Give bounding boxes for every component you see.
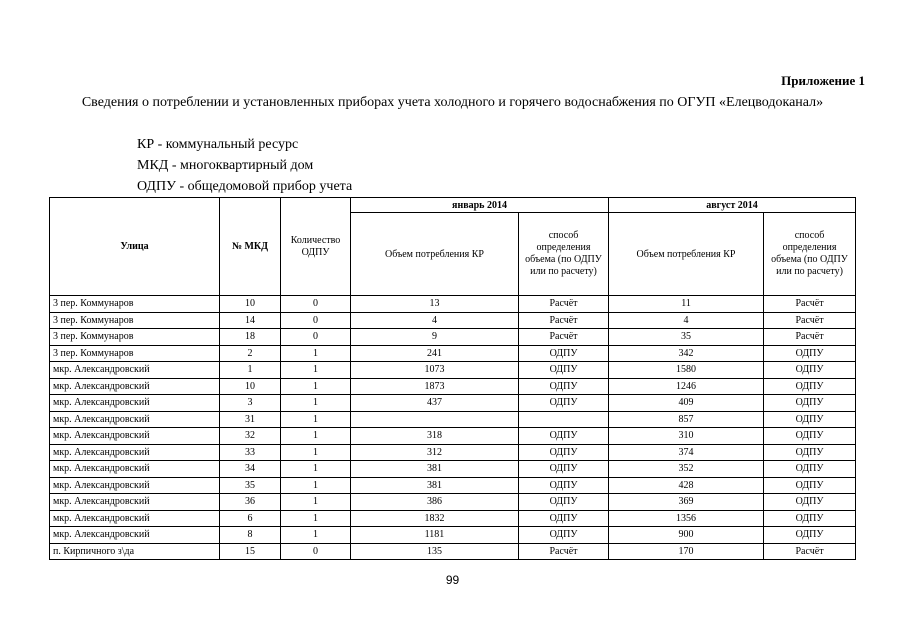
cell-volume-august: 310 [609, 428, 764, 445]
cell-street: 3 пер. Коммунаров [50, 345, 220, 362]
cell-method-august: ОДПУ [764, 444, 856, 461]
cell-method-january: Расчёт [519, 543, 609, 560]
table-row [50, 477, 856, 494]
cell-method-august: ОДПУ [764, 395, 856, 412]
cell-mkd: 36 [220, 494, 281, 511]
cell-street: мкр. Александровский [50, 395, 220, 412]
cell-volume-january: 312 [351, 444, 519, 461]
cell-method-january: ОДПУ [519, 461, 609, 478]
cell-method-january: Расчёт [519, 329, 609, 346]
cell-volume-august: 1356 [609, 510, 764, 527]
cell-street: мкр. Александровский [50, 362, 220, 379]
appendix-label: Приложение 1 [781, 73, 865, 88]
cell-mkd: 2 [220, 345, 281, 362]
cell-volume-january: 1073 [351, 362, 519, 379]
cell-odpu-count: 1 [281, 477, 351, 494]
cell-odpu-count: 0 [281, 296, 351, 313]
header-period-august: август 2014 [609, 198, 856, 213]
header-volume-p1: Объем потребления КР [351, 213, 519, 296]
cell-method-august: ОДПУ [764, 428, 856, 445]
cell-method-january: ОДПУ [519, 444, 609, 461]
cell-volume-august: 409 [609, 395, 764, 412]
cell-method-august: ОДПУ [764, 494, 856, 511]
cell-volume-january: 437 [351, 395, 519, 412]
abbreviation-legend [137, 134, 352, 197]
table-row [50, 543, 856, 560]
header-method-p2: способ определения объема (по ОДПУ или по расчету) [764, 213, 856, 296]
table-row [50, 510, 856, 527]
cell-method-january: ОДПУ [519, 362, 609, 379]
cell-street: мкр. Александровский [50, 527, 220, 544]
cell-volume-january: 1181 [351, 527, 519, 544]
consumption-table [49, 197, 856, 560]
cell-mkd: 31 [220, 411, 281, 428]
cell-mkd: 32 [220, 428, 281, 445]
cell-volume-january: 13 [351, 296, 519, 313]
cell-street: 3 пер. Коммунаров [50, 312, 220, 329]
table-row [50, 494, 856, 511]
cell-volume-january: 381 [351, 461, 519, 478]
document-subtitle: Сведения о потреблении и установленных приборах учета холодного и горячего водоснабжения по ОГУП «Елецводоканал» [81, 95, 824, 110]
cell-mkd: 33 [220, 444, 281, 461]
cell-method-january: ОДПУ [519, 428, 609, 445]
cell-mkd: 3 [220, 395, 281, 412]
cell-mkd: 10 [220, 296, 281, 313]
cell-volume-january: 135 [351, 543, 519, 560]
cell-volume-january: 318 [351, 428, 519, 445]
cell-odpu-count: 0 [281, 329, 351, 346]
cell-street: мкр. Александровский [50, 494, 220, 511]
cell-method-january: Расчёт [519, 296, 609, 313]
cell-odpu-count: 1 [281, 345, 351, 362]
cell-method-august: Расчёт [764, 329, 856, 346]
cell-odpu-count: 1 [281, 362, 351, 379]
cell-street: мкр. Александровский [50, 477, 220, 494]
cell-mkd: 8 [220, 527, 281, 544]
cell-volume-august: 857 [609, 411, 764, 428]
header-odpu-count: Количество ОДПУ [281, 198, 351, 296]
cell-method-august: Расчёт [764, 543, 856, 560]
cell-street: 3 пер. Коммунаров [50, 296, 220, 313]
table-row [50, 362, 856, 379]
cell-volume-august: 900 [609, 527, 764, 544]
cell-volume-january: 381 [351, 477, 519, 494]
cell-mkd: 14 [220, 312, 281, 329]
page-number: 99 [445, 573, 460, 587]
cell-volume-august: 1580 [609, 362, 764, 379]
cell-volume-january: 4 [351, 312, 519, 329]
cell-method-january: ОДПУ [519, 345, 609, 362]
cell-mkd: 34 [220, 461, 281, 478]
cell-method-august: ОДПУ [764, 411, 856, 428]
cell-volume-august: 428 [609, 477, 764, 494]
cell-method-january: ОДПУ [519, 510, 609, 527]
cell-odpu-count: 1 [281, 428, 351, 445]
cell-odpu-count: 1 [281, 395, 351, 412]
cell-volume-august: 342 [609, 345, 764, 362]
cell-volume-january [351, 411, 519, 428]
cell-volume-august: 170 [609, 543, 764, 560]
cell-volume-august: 4 [609, 312, 764, 329]
header-mkd: № МКД [220, 198, 281, 296]
cell-street: мкр. Александровский [50, 510, 220, 527]
cell-volume-august: 352 [609, 461, 764, 478]
cell-odpu-count: 1 [281, 378, 351, 395]
cell-mkd: 35 [220, 477, 281, 494]
legend-item-mkd: МКД - многоквартирный дом [137, 158, 314, 173]
legend-item-kr: КР - коммунальный ресурс [137, 137, 299, 152]
cell-mkd: 10 [220, 378, 281, 395]
cell-method-august: ОДПУ [764, 345, 856, 362]
cell-method-august: Расчёт [764, 312, 856, 329]
cell-mkd: 15 [220, 543, 281, 560]
cell-method-january: ОДПУ [519, 395, 609, 412]
cell-volume-january: 1832 [351, 510, 519, 527]
cell-method-august: Расчёт [764, 296, 856, 313]
header-period-january: январь 2014 [351, 198, 609, 213]
cell-volume-january: 386 [351, 494, 519, 511]
cell-volume-january: 1873 [351, 378, 519, 395]
cell-method-august: ОДПУ [764, 378, 856, 395]
cell-mkd: 6 [220, 510, 281, 527]
cell-volume-august: 35 [609, 329, 764, 346]
table-row [50, 329, 856, 346]
cell-method-august: ОДПУ [764, 477, 856, 494]
cell-method-january: Расчёт [519, 312, 609, 329]
cell-volume-january: 241 [351, 345, 519, 362]
cell-volume-january: 9 [351, 329, 519, 346]
cell-method-august: ОДПУ [764, 527, 856, 544]
header-method-p1: способ определения объема (по ОДПУ или по расчету) [519, 213, 609, 296]
legend-item-odpu: ОДПУ - общедомовой прибор учета [137, 179, 353, 194]
table-row [50, 444, 856, 461]
cell-method-august: ОДПУ [764, 461, 856, 478]
cell-odpu-count: 1 [281, 494, 351, 511]
cell-method-august: ОДПУ [764, 362, 856, 379]
cell-street: мкр. Александровский [50, 444, 220, 461]
cell-volume-august: 1246 [609, 378, 764, 395]
table-row [50, 527, 856, 544]
cell-method-january: ОДПУ [519, 494, 609, 511]
table-row [50, 378, 856, 395]
header-street: Улица [50, 198, 220, 296]
table-row [50, 312, 856, 329]
cell-odpu-count: 0 [281, 543, 351, 560]
cell-volume-august: 374 [609, 444, 764, 461]
cell-method-january: ОДПУ [519, 378, 609, 395]
cell-method-january: ОДПУ [519, 527, 609, 544]
cell-mkd: 1 [220, 362, 281, 379]
cell-street: п. Кирпичного з\да [50, 543, 220, 560]
table-row [50, 428, 856, 445]
table-row [50, 395, 856, 412]
cell-odpu-count: 1 [281, 510, 351, 527]
cell-odpu-count: 1 [281, 411, 351, 428]
cell-odpu-count: 1 [281, 461, 351, 478]
cell-method-january [519, 411, 609, 428]
cell-street: мкр. Александровский [50, 461, 220, 478]
table-row [50, 296, 856, 313]
cell-volume-august: 369 [609, 494, 764, 511]
cell-odpu-count: 0 [281, 312, 351, 329]
table-row [50, 411, 856, 428]
cell-street: мкр. Александровский [50, 411, 220, 428]
cell-mkd: 18 [220, 329, 281, 346]
cell-method-august: ОДПУ [764, 510, 856, 527]
cell-volume-august: 11 [609, 296, 764, 313]
cell-street: мкр. Александровский [50, 378, 220, 395]
cell-street: мкр. Александровский [50, 428, 220, 445]
header-volume-p2: Объем потребления КР [609, 213, 764, 296]
table-body [50, 296, 856, 560]
table-row [50, 461, 856, 478]
cell-odpu-count: 1 [281, 444, 351, 461]
table-row [50, 345, 856, 362]
cell-odpu-count: 1 [281, 527, 351, 544]
cell-method-january: ОДПУ [519, 477, 609, 494]
cell-street: 3 пер. Коммунаров [50, 329, 220, 346]
